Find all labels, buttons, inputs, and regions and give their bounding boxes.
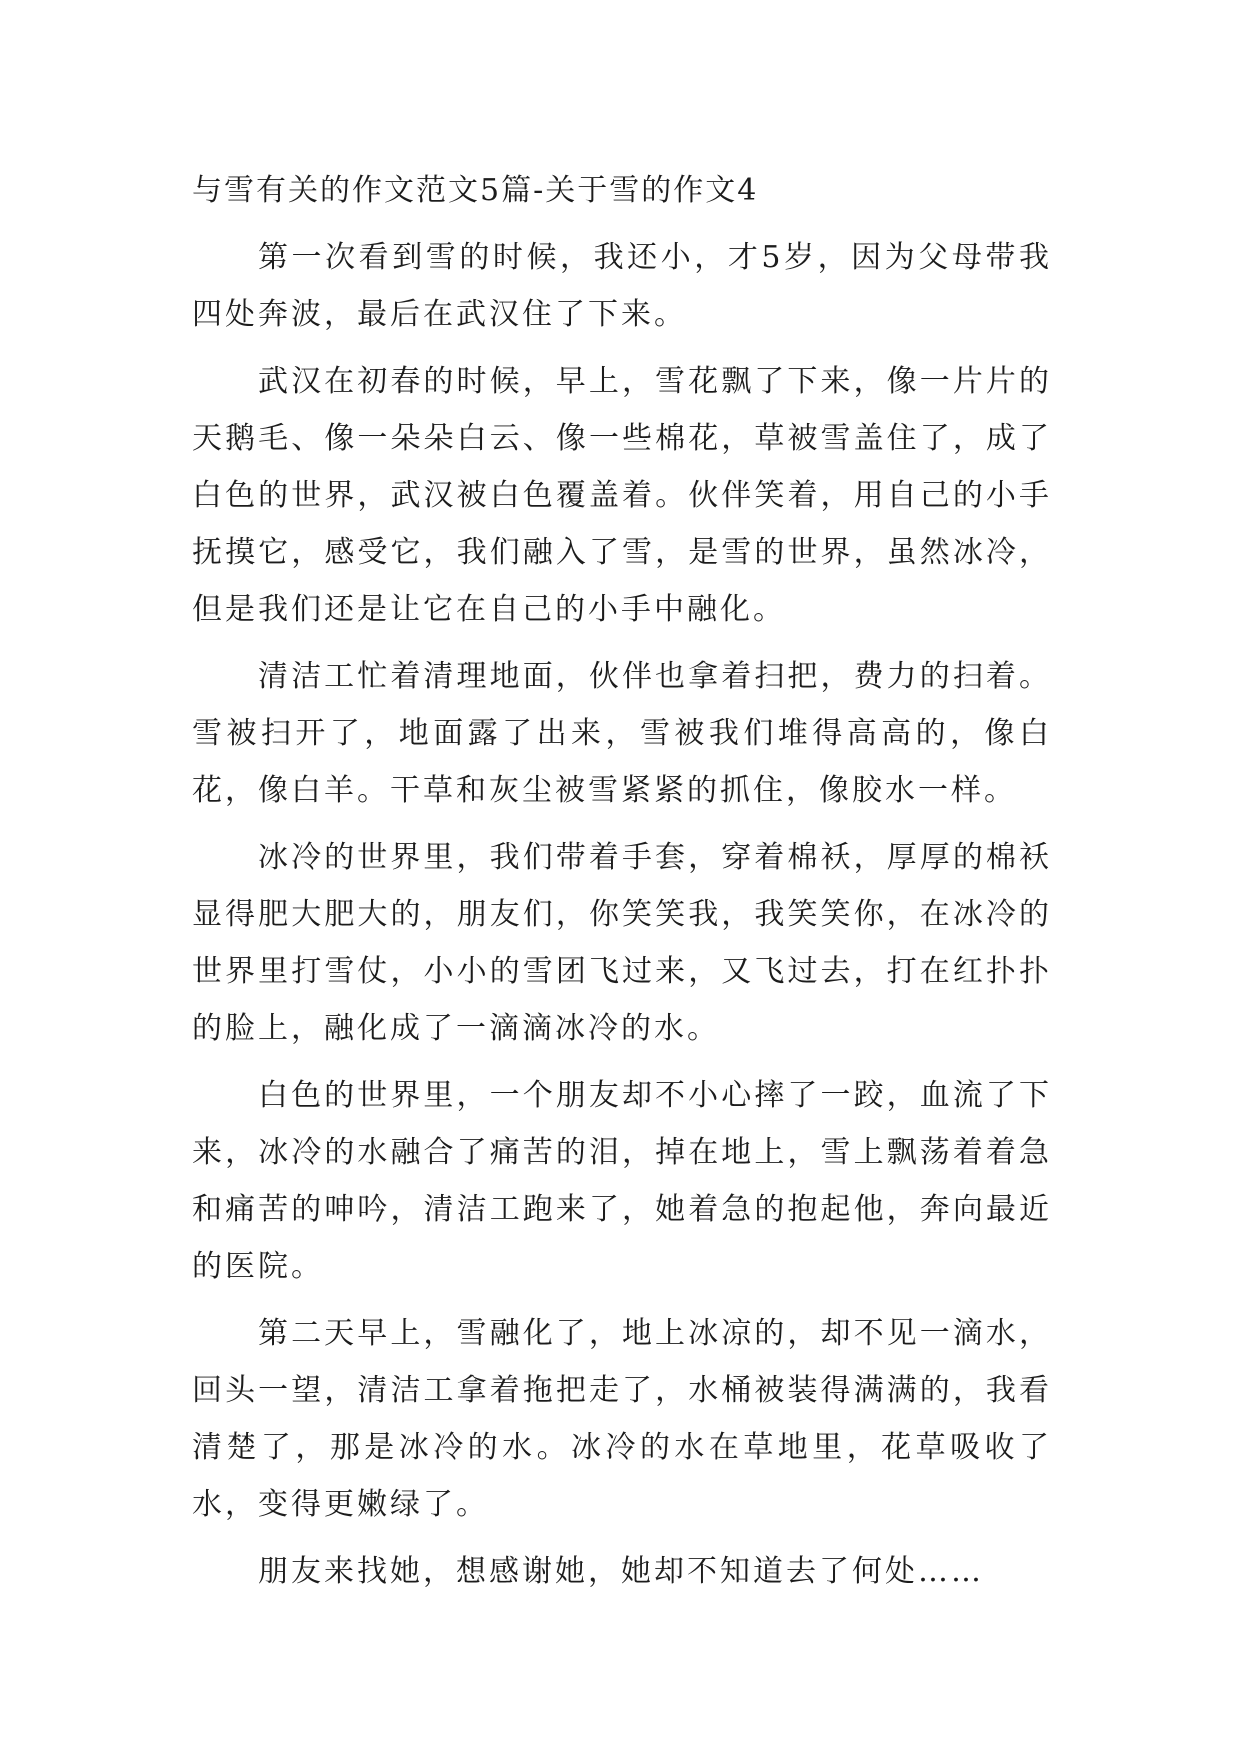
paragraph-3: 清洁工忙着清理地面，伙伴也拿着扫把，费力的扫着。雪被扫开了，地面露了出来，雪被我们堆得高高的，像白花，像白羊。干草和灰尘被雪紧紧的抓住，像胶水一样。 — [192, 659, 1052, 808]
paragraph-2: 武汉在初春的时候，早上，雪花飘了下来，像一片片的天鹅毛、像一朵朵白云、像一些棉花，草被雪盖住了，成了白色的世界，武汉被白色覆盖着。伙伴笑着，用自己的小手抚摸它，感受它，我们融入了雪，是雪的世界，虽然冰冷，但是我们还是让它在自己的小手中融化。 — [192, 364, 1052, 627]
paragraph-4: 冰冷的世界里，我们带着手套，穿着棉袄，厚厚的棉袄显得肥大肥大的，朋友们，你笑笑我，我笑笑你，在冰冷的世界里打雪仗，小小的雪团飞过来，又飞过去，打在红扑扑的脸上，融化成了一滴滴冰冷的水。 — [192, 840, 1052, 1046]
paragraph-5: 白色的世界里，一个朋友却不小心摔了一跤，血流了下来，冰冷的水融合了痛苦的泪，掉在地上，雪上飘荡着着急和痛苦的呻吟，清洁工跑来了，她着急的抱起他，奔向最近的医院。 — [192, 1078, 1052, 1284]
document-body — [192, 162, 1052, 1610]
paragraph-7: 朋友来找她，想感谢她，她却不知道去了何处…… — [258, 1554, 984, 1589]
paragraph-1: 第一次看到雪的时候，我还小，才5岁，因为父母带我四处奔波，最后在武汉住了下来。 — [192, 240, 1052, 332]
document-title: 与雪有关的作文范文5篇-关于雪的作文4 — [192, 173, 759, 208]
paragraph-6: 第二天早上，雪融化了，地上冰凉的，却不见一滴水，回头一望，清洁工拿着拖把走了，水桶被装得满满的，我看清楚了，那是冰冷的水。冰冷的水在草地里，花草吸收了水，变得更嫩绿了。 — [192, 1316, 1052, 1522]
